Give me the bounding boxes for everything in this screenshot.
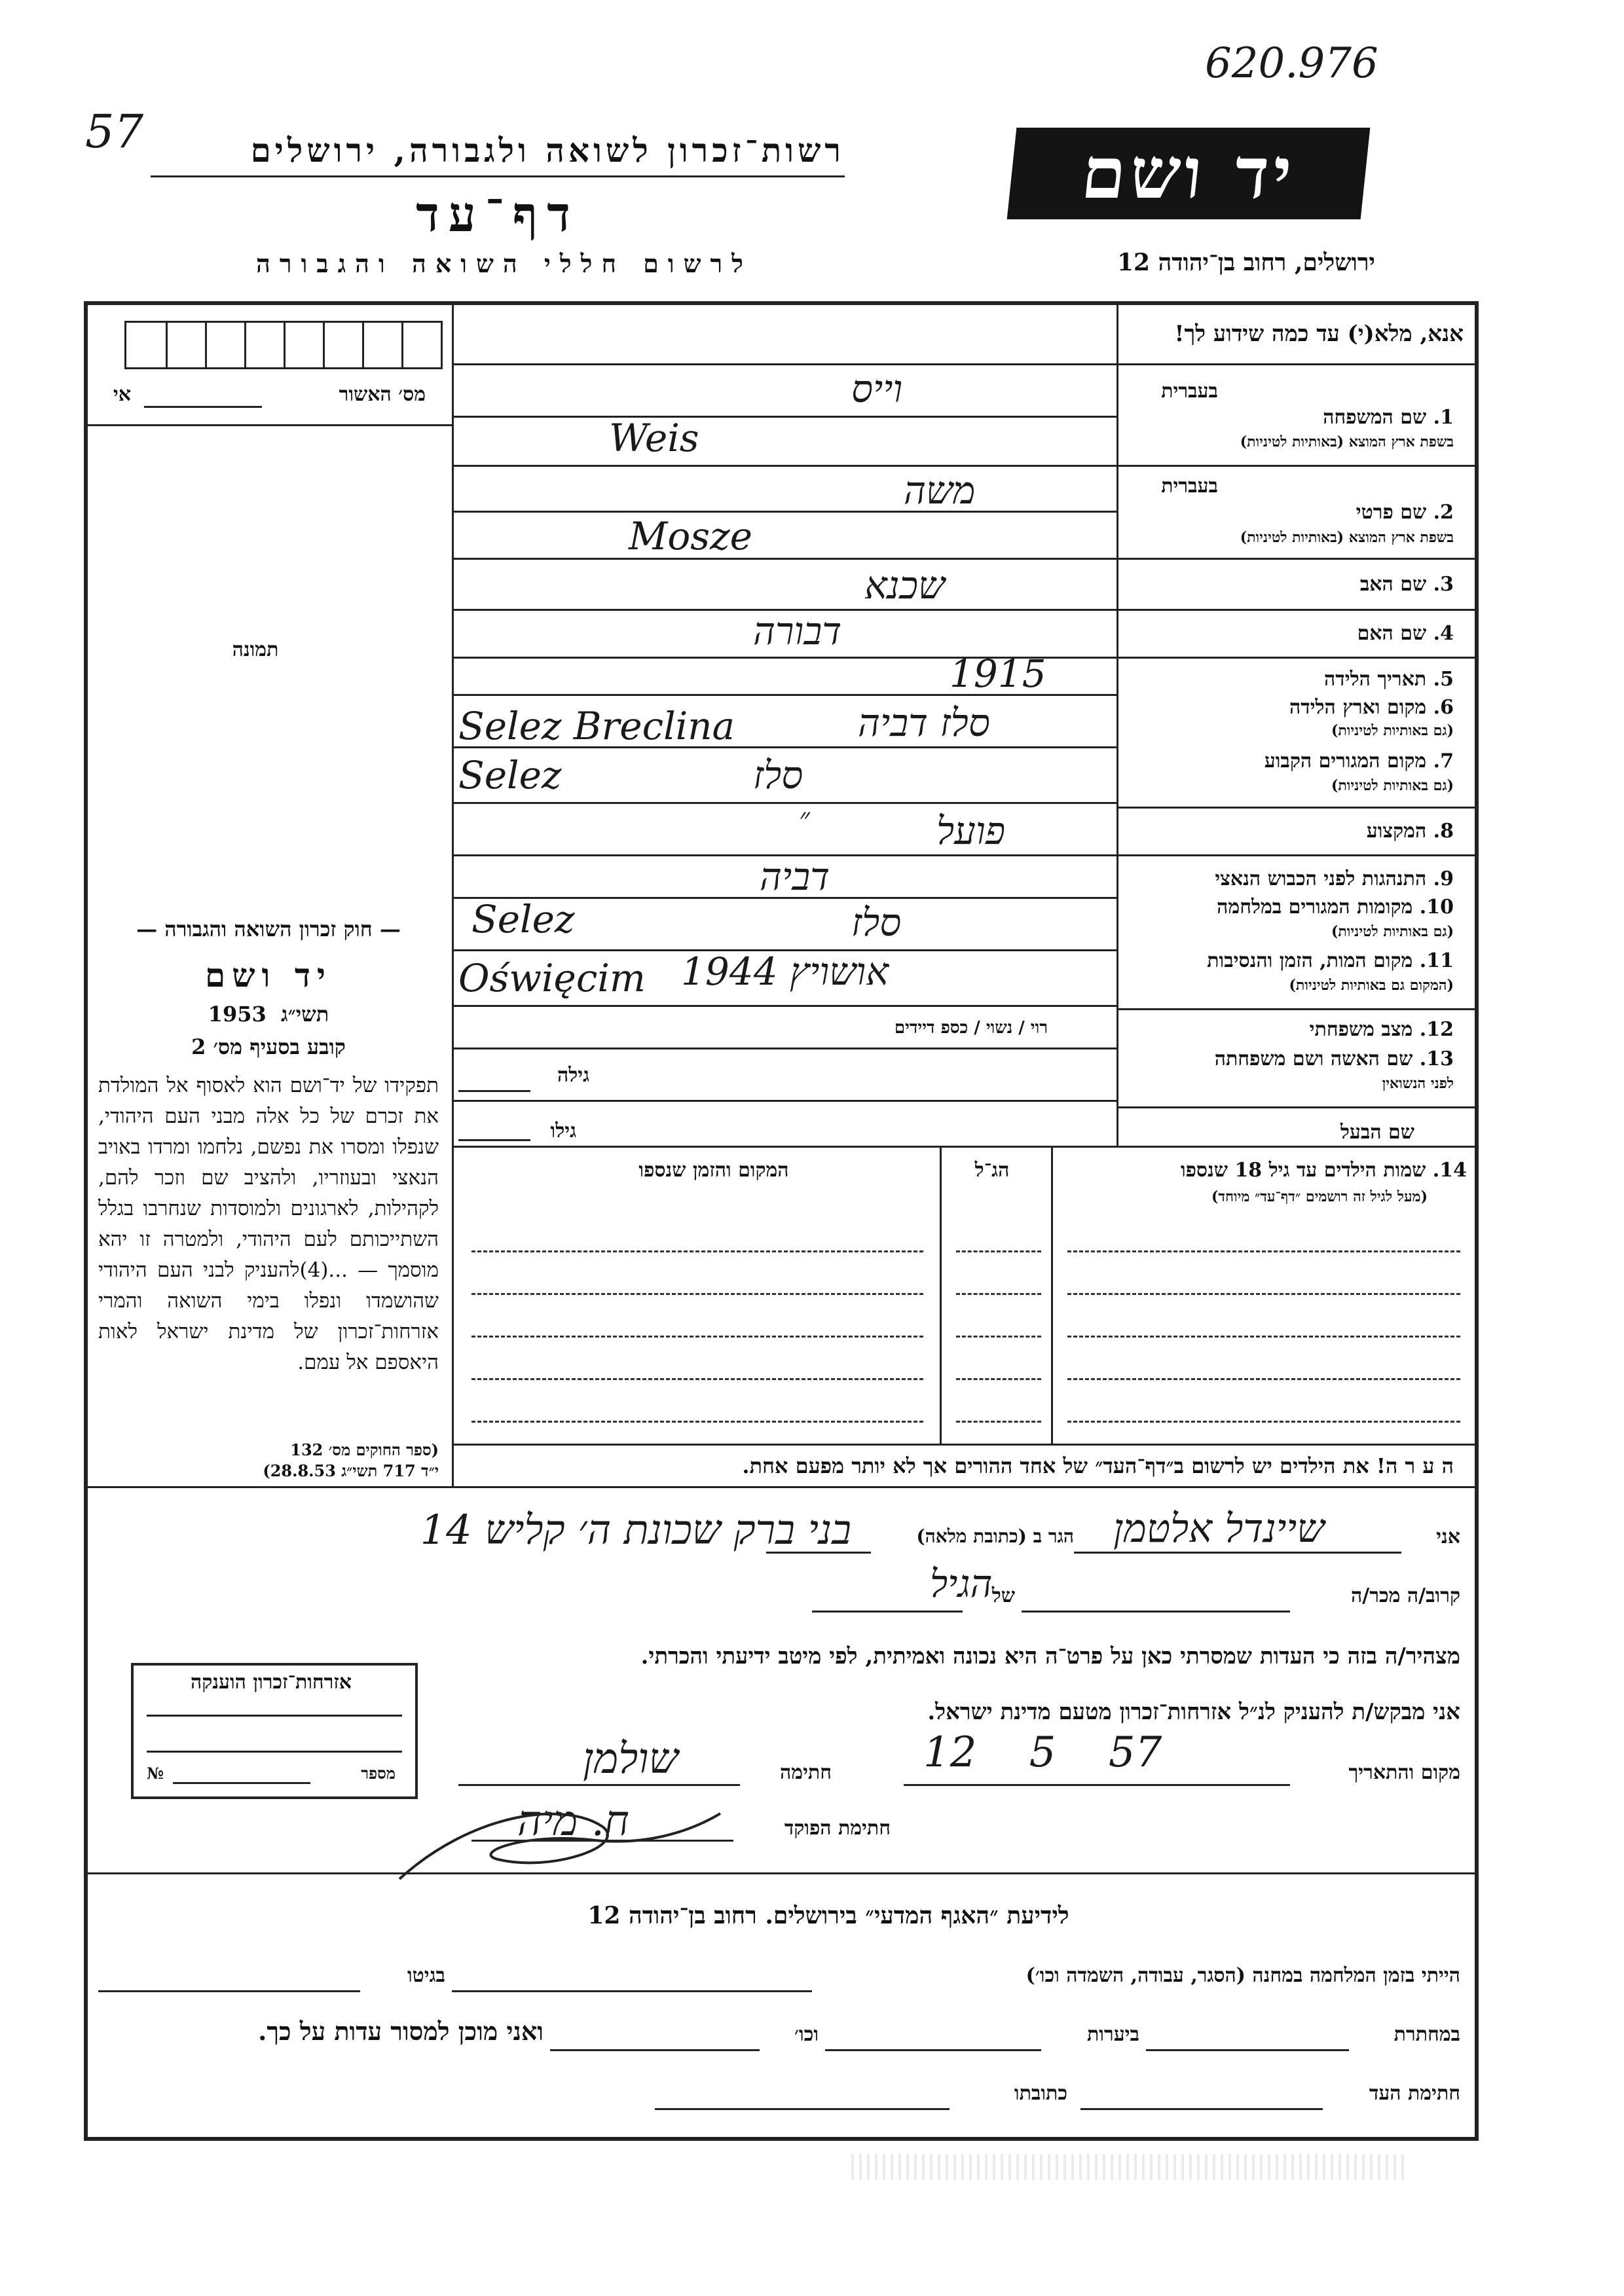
approval-number-suffix: אי xyxy=(113,383,131,406)
field-11-sub: (המקום גם באותיות לטיניות) xyxy=(1289,977,1454,994)
officer-label: חתימת הפוקד xyxy=(784,1817,891,1840)
child-row-1-place[interactable] xyxy=(471,1250,923,1252)
declaration-request: אני מבקש/ת להעניק לנ״ל אזרחות־זכרון מטעם מדינת ישראל. xyxy=(927,1699,1460,1725)
witness-name[interactable]: שיינדל אלטמן xyxy=(1113,1506,1325,1552)
wife-age-line[interactable] xyxy=(458,1090,530,1092)
instruction: אנא, מלא(י) עד כמה שידוע לך! xyxy=(1174,321,1464,347)
children-label: 14. שמות הילדים עד גיל 18 שנספו xyxy=(1180,1159,1467,1182)
children-place-col: המקום והזמן שנספו xyxy=(638,1159,789,1182)
left-column-bottom xyxy=(84,1486,454,1488)
law-body: תפקידו של יד־ושם הוא לאסוף אל המולדת את זכרם של כל אלה מבני העם היהודי, שנפלו ומסרו את נפשם, נלחמו ומרדו באויב הנאצי ובעוזריו, ולהציב שם וזכר להם, לקהילות, לארגונים ולמוסדות שנחרבו בגלל השתייכותם לעם היהודי, ולמטרה זו יהא מוסמך — ...(4)להעניק לבני העם היהודי שהושמדו ונפלו בימי השואה והמרי אזרחות־זכרון של מדינת ישראל לאות היאספם אל עמם. xyxy=(98,1074,439,1374)
witness-name-line xyxy=(1074,1552,1401,1554)
approval-number-label: מס׳ האשור xyxy=(339,383,426,406)
scan-smudge xyxy=(851,2154,1408,2180)
field-7-label: 7. מקום המגורים הקבוע xyxy=(1264,750,1454,773)
label-sep-1 xyxy=(1116,465,1479,467)
child-row-5-place[interactable] xyxy=(471,1421,923,1423)
approval-number-line[interactable] xyxy=(144,406,262,408)
value-line-4 xyxy=(452,558,1116,560)
signature-flourish xyxy=(399,1813,720,1879)
child-row-3-age[interactable] xyxy=(956,1336,1041,1338)
footer-divider xyxy=(84,1872,1479,1874)
field-3-value[interactable]: שכנא xyxy=(864,563,946,608)
signature-line xyxy=(458,1784,740,1786)
hebrew-marker-1: בעברית xyxy=(1161,380,1218,403)
label-sep-4 xyxy=(1116,657,1479,659)
footer-title: לידיעת ״האגף המדעי״ בירושלים. רחוב בן־יהודה 12 xyxy=(587,1902,1069,1929)
resides-label: הגר ב (כתובת מלאה) xyxy=(916,1525,1074,1547)
value-line-2 xyxy=(452,465,1116,467)
value-line-13 xyxy=(452,1005,1116,1007)
field-1-value-he[interactable]: וייס xyxy=(851,367,903,411)
left-column-divider xyxy=(452,301,454,1486)
husband-label: שם הבעל xyxy=(1340,1121,1414,1144)
field-10-value-he[interactable]: סלז xyxy=(851,900,902,945)
label-sep-8 xyxy=(1116,1106,1479,1108)
child-row-4-place[interactable] xyxy=(471,1378,923,1380)
field-7-value-latin[interactable]: Selez xyxy=(458,753,562,797)
approval-divider xyxy=(84,424,454,426)
value-line-9 xyxy=(452,802,1116,804)
child-row-4-age[interactable] xyxy=(956,1378,1041,1380)
footer-line3-a-blank[interactable] xyxy=(1080,2108,1323,2110)
field-10-label: 10. מקומות המגורים במלחמה xyxy=(1217,896,1454,919)
place-date-label: מקום והתאריך xyxy=(1348,1761,1460,1784)
i-label: אני xyxy=(1436,1525,1460,1548)
citizenship-number-label: מספר xyxy=(361,1764,396,1783)
citizenship-number-line[interactable] xyxy=(173,1782,310,1784)
field-12-options[interactable]: רוי / נשוי / כספ דיידים xyxy=(894,1018,1048,1038)
law-heading: — חוק זכרון השואה והגבורה — xyxy=(136,917,401,941)
value-line-16 xyxy=(452,1146,1479,1148)
field-4-value[interactable]: דבורה xyxy=(753,609,842,653)
archive-number: 620.976 xyxy=(1205,39,1378,88)
field-8-label: 8. המקצוע xyxy=(1366,820,1454,843)
law-ref-2: י״ד 717 תשי״ג 28.8.53) xyxy=(263,1461,439,1480)
instruction-divider xyxy=(452,363,1479,365)
field-2-label: 2. שם פרטי xyxy=(1356,501,1454,524)
declaration-statement: מצהיר/ה בזה כי העדות שמסרתי כאן על פרט־ה היא נכונה ואמיתית, לפי מיטב ידיעתי והכרתי. xyxy=(640,1643,1460,1669)
child-row-3-place[interactable] xyxy=(471,1336,923,1338)
citizenship-box xyxy=(131,1663,418,1799)
children-col-div-1 xyxy=(940,1146,942,1444)
field-10-sub: (גם באותיות לטיניות) xyxy=(1331,923,1454,940)
field-7-value-he[interactable]: סלז xyxy=(753,753,803,797)
authority-title: רשות־זכרון לשואה ולגבורה, ירושלים xyxy=(250,131,845,170)
child-row-2-name[interactable] xyxy=(1067,1293,1460,1295)
value-line-1 xyxy=(452,416,1116,418)
relation-line xyxy=(1022,1611,1290,1613)
field-1-label: 1. שם המשפחה xyxy=(1323,406,1454,429)
footer-line1-blank[interactable] xyxy=(452,1990,812,1992)
child-row-1-name[interactable] xyxy=(1067,1250,1460,1252)
signature-value[interactable]: שולמן xyxy=(583,1735,678,1783)
field-1-sub: בשפת ארץ המוצא (באותיות לטיניות) xyxy=(1240,433,1454,450)
approval-boxes xyxy=(124,321,443,369)
law-year-hebrew: תשי״ג xyxy=(281,1002,329,1027)
children-sub: (מעל לגיל זה רושמים ״דף־עד״ מיוחד) xyxy=(1211,1188,1428,1205)
authority-underline xyxy=(151,175,845,177)
field-6-value-he[interactable]: סלז דביה xyxy=(858,701,990,745)
note-bottom xyxy=(452,1486,1479,1488)
relation-value[interactable]: הגיל xyxy=(930,1561,993,1606)
field-2-value-latin[interactable]: Mosze xyxy=(629,514,752,558)
of-label: של xyxy=(991,1584,1015,1607)
field-11-value-latin[interactable]: Oświęcim xyxy=(458,956,646,1000)
children-age-col: הג־ל xyxy=(974,1159,1010,1182)
footer-line2-b-blank[interactable] xyxy=(825,2049,1041,2051)
child-row-4-name[interactable] xyxy=(1067,1378,1460,1380)
officer-signature[interactable]: ח. מיה xyxy=(517,1797,629,1846)
witness-address-line xyxy=(766,1552,871,1554)
law-year-number: 1953 xyxy=(208,1002,267,1027)
law-year xyxy=(92,1002,445,1027)
footer-line3-b-blank[interactable] xyxy=(655,2108,950,2110)
field-5-value[interactable]: 1915 xyxy=(950,651,1046,696)
value-line-15 xyxy=(452,1100,1116,1102)
law-ref-1: (ספר החוקים מס׳ 132 xyxy=(290,1440,439,1459)
wife-age-label: גילה xyxy=(557,1064,589,1087)
field-1-value-latin[interactable]: Weis xyxy=(609,416,699,460)
husband-age-label: גילו xyxy=(550,1120,576,1142)
value-line-3 xyxy=(452,511,1116,513)
officer-signature-stroke xyxy=(393,1787,733,1892)
field-6-value-latin[interactable]: Selez Breclina xyxy=(458,704,735,748)
footer-line2-a: במחתרת xyxy=(1393,2023,1460,2046)
field-9-value[interactable]: דביה xyxy=(760,854,830,899)
hebrew-marker-2: בעברית xyxy=(1161,475,1218,498)
law-section: קובע בסעיף מס׳ 2 xyxy=(191,1034,346,1059)
label-sep-5 xyxy=(1116,807,1479,809)
note-top xyxy=(452,1444,1479,1446)
form-subtitle: לרשום חללי השואה והגבורה xyxy=(256,249,752,278)
field-5-label: 5. תאריך הלידה xyxy=(1324,668,1454,691)
margin-number: 57 xyxy=(85,105,144,158)
photo-label: תמונה xyxy=(232,638,279,661)
field-2-sub: בשפת ארץ המוצא (באותיות לטיניות) xyxy=(1240,529,1454,546)
citizenship-title: אזרחות־זכרון הוענקה xyxy=(190,1671,352,1694)
footer-line1-end-blank[interactable] xyxy=(98,1990,360,1992)
child-row-5-name[interactable] xyxy=(1067,1421,1460,1423)
footer-line3-b: כתובתו xyxy=(1014,2082,1067,2105)
law-name: יד ושם xyxy=(205,956,332,994)
field-9-label: 9. התנהגות לפני הכבוש הנאצי xyxy=(1215,867,1454,890)
child-row-2-age[interactable] xyxy=(956,1293,1041,1295)
field-12-label: 12. מצב משפחתי xyxy=(1309,1018,1454,1041)
footer-line1: הייתי בזמן המלחמה במחנה (הסגר, עבודה, השמדה וכו׳) xyxy=(1025,1964,1460,1987)
husband-age-line[interactable] xyxy=(458,1139,530,1141)
form-title: דף־עד xyxy=(416,187,580,243)
child-row-2-place[interactable] xyxy=(471,1293,923,1295)
field-11-value-he[interactable]: אושויץ 1944 xyxy=(681,949,889,994)
field-10-value-latin[interactable]: Selez xyxy=(471,897,575,941)
child-row-5-age[interactable] xyxy=(956,1421,1041,1423)
footer-line2-b: ביערות xyxy=(1086,2023,1139,2046)
field-13-label: 13. שם האשה ושם משפחתה xyxy=(1214,1048,1454,1070)
label-sep-6 xyxy=(1116,854,1479,856)
relation-label: קרוב/ה מכר/ה xyxy=(1351,1584,1460,1607)
label-sep-7 xyxy=(1116,1008,1479,1010)
address: ירושלים, רחוב בן־יהודה 12 xyxy=(1116,249,1375,276)
field-4-label: 4. שם האם xyxy=(1357,622,1454,645)
field-6-label: 6. מקום וארץ הלידה xyxy=(1289,696,1454,719)
field-11-label: 11. מקום המות, הזמן והנסיבות xyxy=(1207,949,1454,972)
footer-line3-a: חתימת העד xyxy=(1369,2082,1460,2105)
footer-line2-c: וכו׳ xyxy=(794,2023,819,2046)
logo-text: יד ושם xyxy=(1077,132,1300,215)
field-7-sub: (גם באותיות לטיניות) xyxy=(1331,777,1454,794)
label-sep-3 xyxy=(1116,609,1479,611)
footer-line1-end: בגיטו xyxy=(407,1964,445,1987)
field-8-value[interactable]: פועל xyxy=(936,809,1006,853)
date-value[interactable]: 12 5 57 xyxy=(923,1728,1162,1777)
label-column-divider xyxy=(1116,301,1118,1146)
child-row-1-age[interactable] xyxy=(956,1250,1041,1252)
field-13-sub: לפני הנשואין xyxy=(1382,1075,1454,1092)
note: ה ע ר ה! את הילדים יש לרשום ב״דף־העד״ של אחד ההורים אך לא יותר מפעם אחת. xyxy=(742,1453,1454,1478)
child-row-3-name[interactable] xyxy=(1067,1336,1460,1338)
date-line xyxy=(904,1784,1290,1786)
footer-line2-a-blank[interactable] xyxy=(1146,2049,1349,2051)
signature-label: חתימה xyxy=(780,1761,832,1784)
label-sep-2 xyxy=(1116,558,1479,560)
field-3-label: 3. שם האב xyxy=(1359,573,1454,596)
field-6-sub: (גם באותיות לטיניות) xyxy=(1331,722,1454,739)
value-line-14 xyxy=(452,1048,1116,1049)
citizenship-number-suffix: № xyxy=(147,1764,164,1783)
footer-line2-c-blank[interactable] xyxy=(550,2049,760,2051)
footer-line2-end: ואני מוכן למסור עדות על כך. xyxy=(258,2016,544,2046)
field-2-value-he[interactable]: משה xyxy=(904,468,976,513)
field-8-extra: ״ xyxy=(799,802,810,835)
of-line[interactable] xyxy=(812,1611,963,1613)
yad-vashem-logo xyxy=(1007,128,1371,219)
witness-address[interactable]: בני ברק שכונת ה׳ קליש 14 xyxy=(420,1506,851,1554)
children-col-div-2 xyxy=(1051,1146,1053,1444)
